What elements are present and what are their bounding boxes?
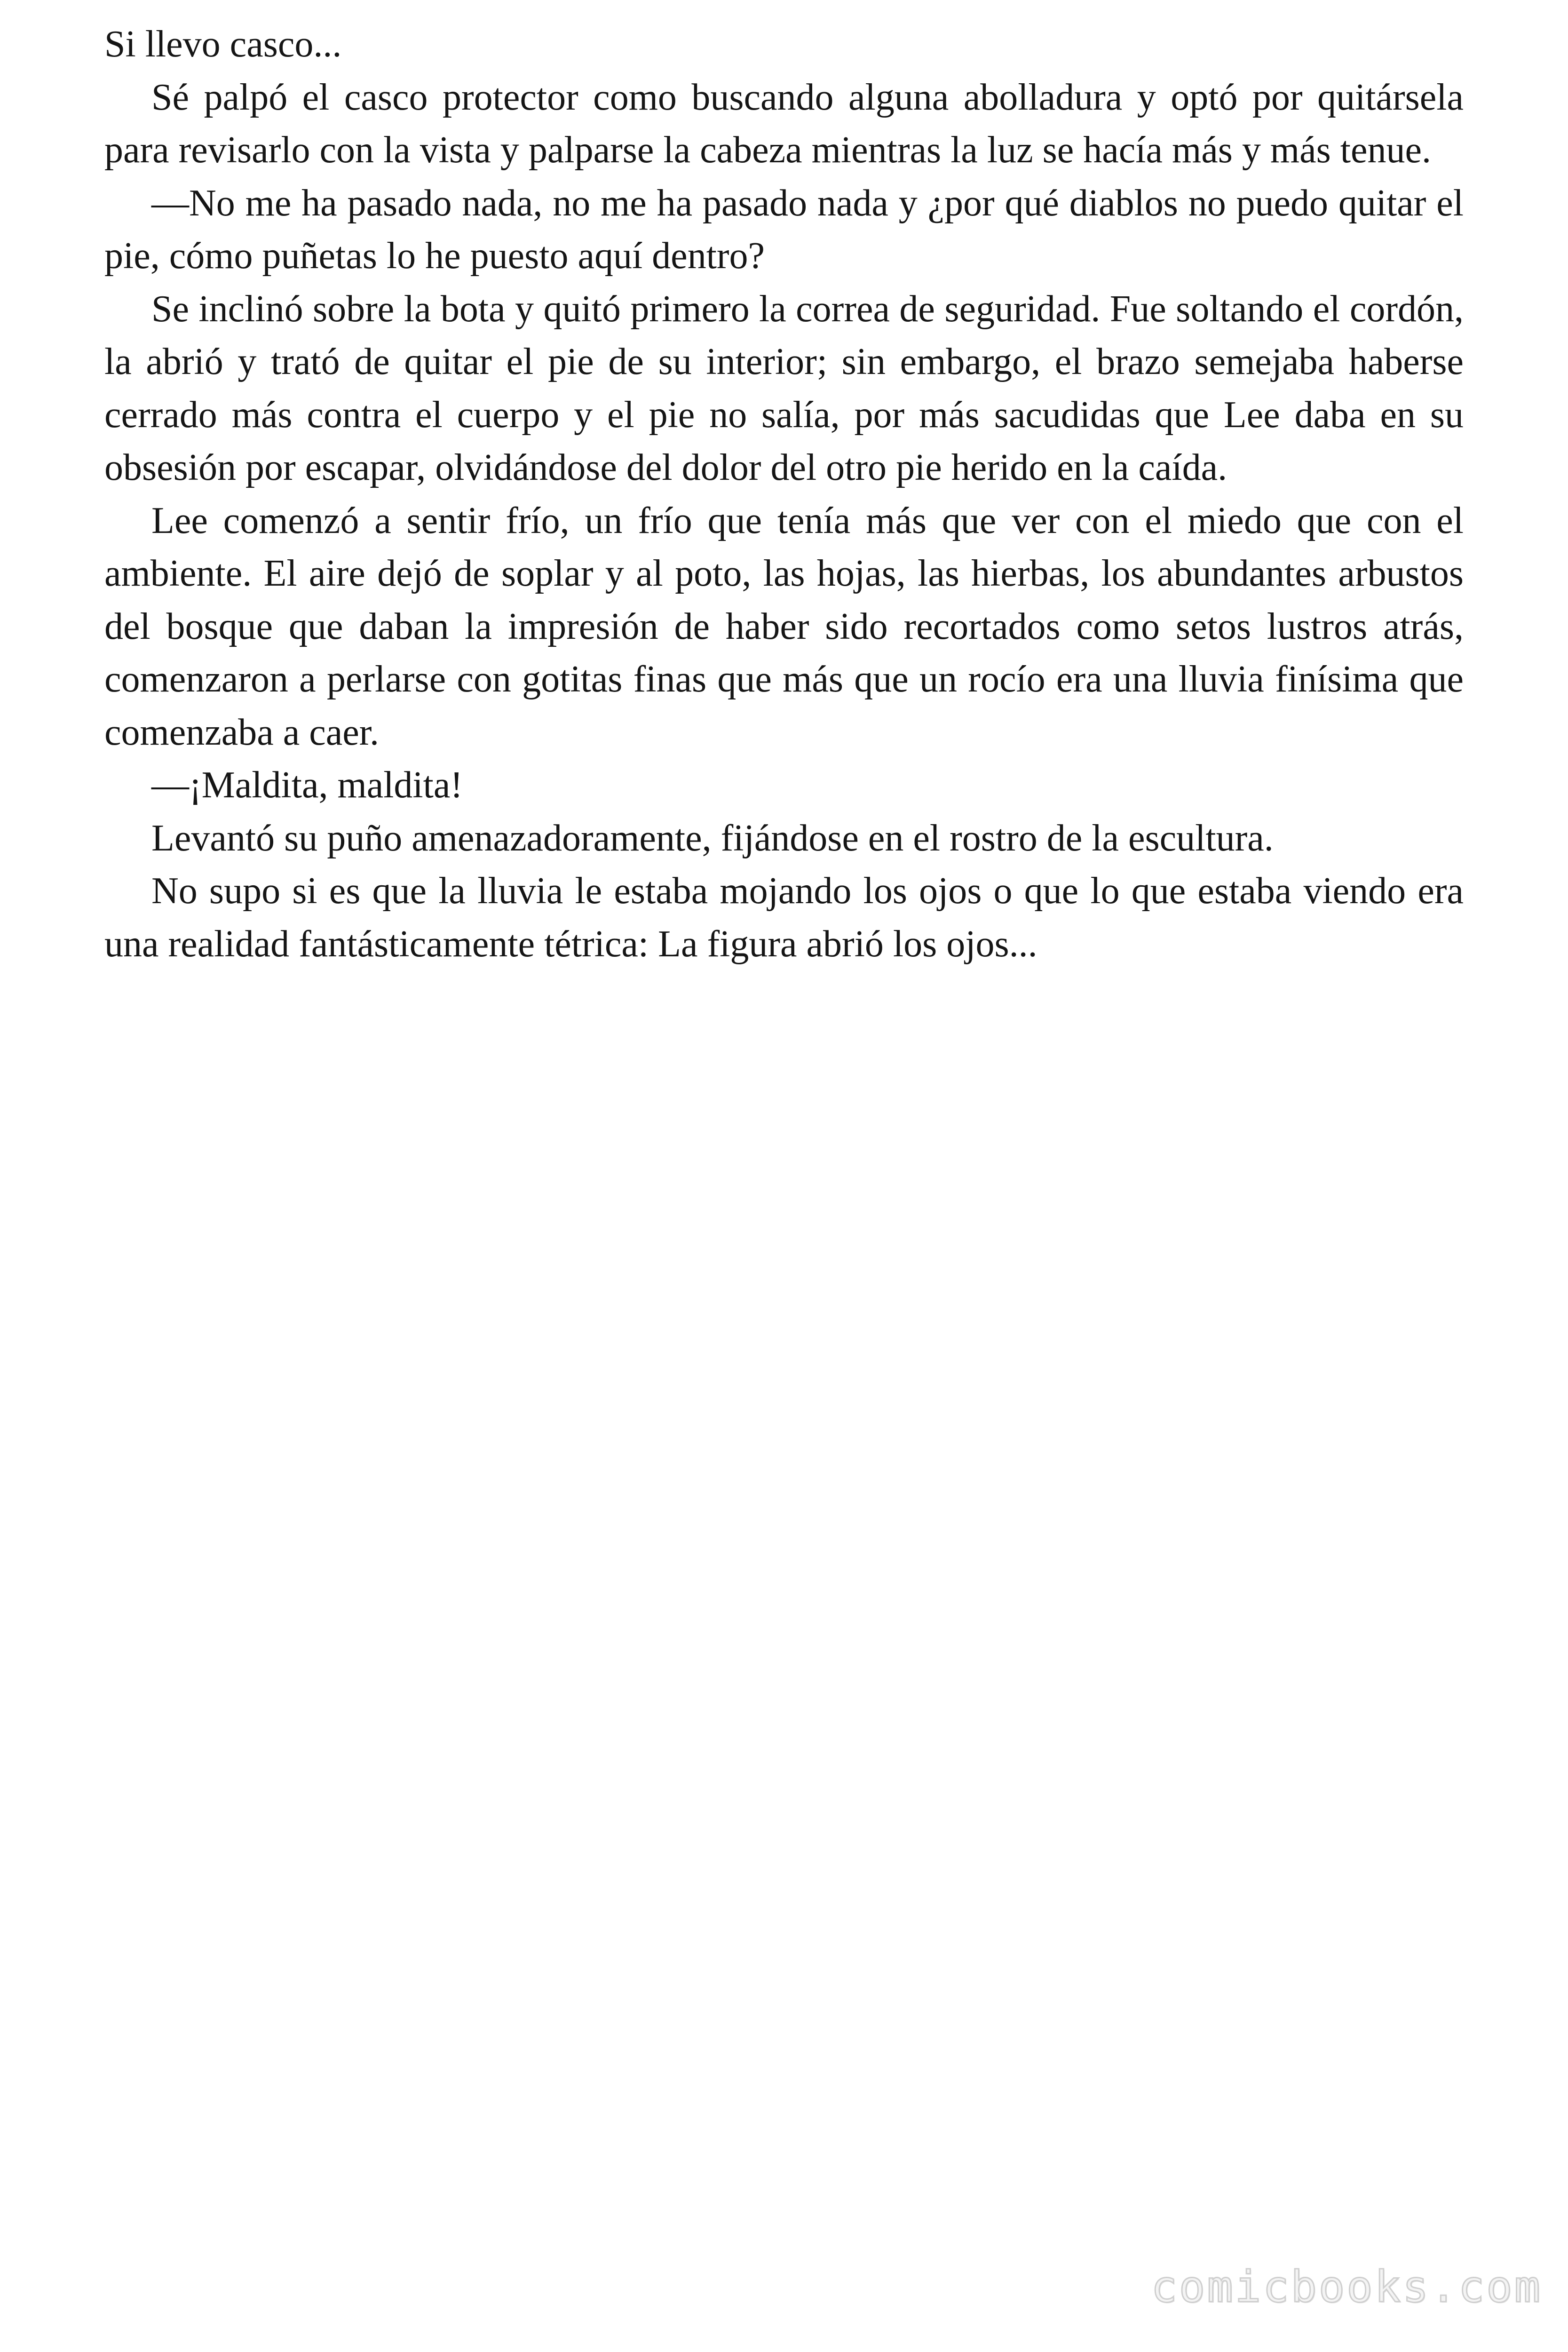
paragraph-6-dialogue: —¡Maldita, maldita!: [151, 764, 463, 806]
paragraph-8: No supo si es que la lluvia le estaba mojando los ojos o que lo que estaba viendo era una realidad fantásticamente tétrica: La figura abrió los ojos...: [104, 870, 1464, 965]
paragraph-3-dialogue: —No me ha pasado nada, no me ha pasado nada y ¿por qué diablos no puedo quitar el pie, cómo puñetas lo he puesto aquí dentro?: [104, 182, 1464, 277]
paragraph-2: Sé palpó el casco protector como buscando alguna abolladura y optó por quitársela para revisarlo con la vista y palparse la cabeza mientras la luz se hacía más y más tenue.: [104, 76, 1464, 171]
watermark-logo: comicbooks.com: [1151, 2262, 1542, 2312]
body-text: [104, 18, 1464, 970]
paragraph-4: Se inclinó sobre la bota y quitó primero la correa de seguridad. Fue soltando el cordón, la abrió y trató de quitar el pie de su interior; sin embargo, el brazo semejaba haberse cerrado más contra el cuerpo y el pie no salía, por más sacudidas que Lee daba en su obsesión por escapar, olvidándose del dolor del otro pie herido en la caída.: [104, 288, 1464, 488]
paragraph-5: Lee comenzó a sentir frío, un frío que tenía más que ver con el miedo que con el ambiente. El aire dejó de soplar y al poto, las hojas, las hierbas, los abundantes arbustos del bosque que daban la impresión de haber sido recortados como setos lustros atrás, comenzaron a perlarse con gotitas finas que más que un rocío era una lluvia finísima que comenzaba a caer.: [104, 500, 1464, 753]
paragraph-7: Levantó su puño amenazadoramente, fijándose en el rostro de la escultura.: [151, 817, 1274, 859]
paragraph-1: Si llevo casco...: [104, 24, 342, 65]
